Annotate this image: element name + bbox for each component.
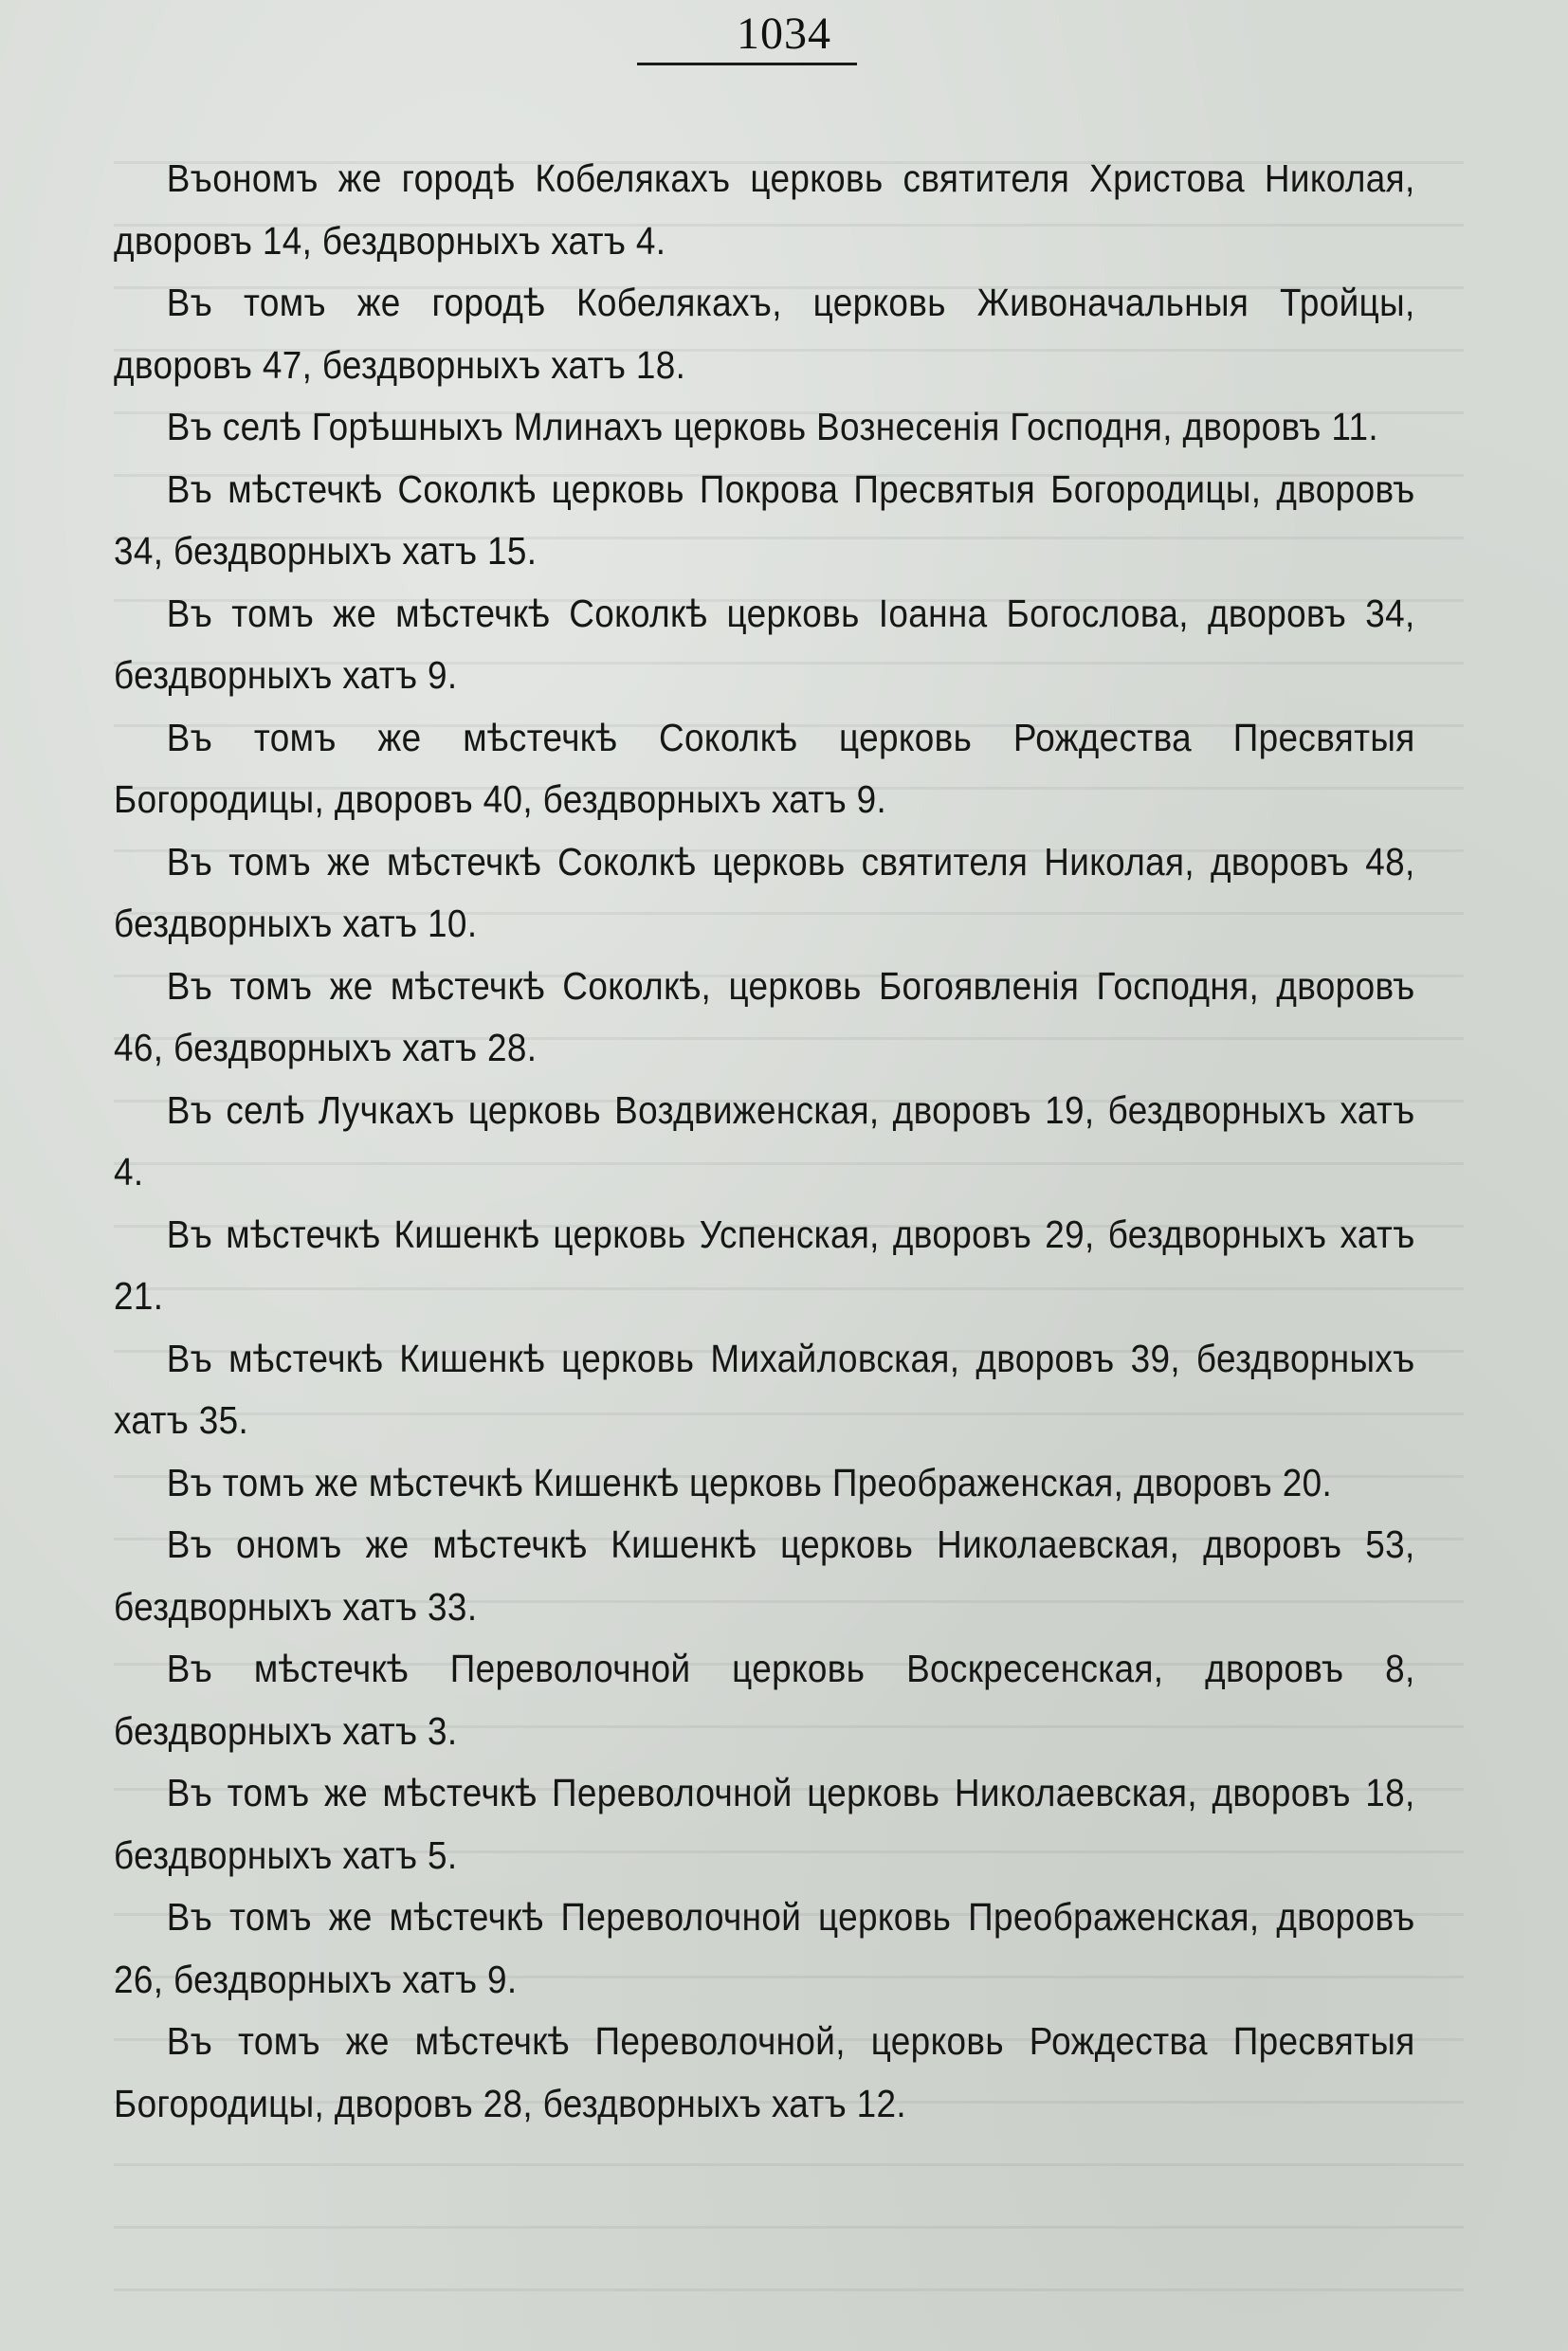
paragraph: Въ томъ же мѣстечкѣ Соколкѣ церковь Рождества Пресвятыя Богородицы, дворовъ 40, бездворныхъ хатъ 9. [114, 715, 1415, 821]
paragraph: Въ мѣстечкѣ Кишенкѣ церковь Михайловская, дворовъ 39, бездворныхъ хатъ 35. [114, 1336, 1415, 1442]
paragraph: Въ селѣ Лучкахъ церковь Воздвиженская, дворовъ 19, бездворныхъ хатъ 4. [114, 1087, 1415, 1194]
paragraph: Въ мѣстечкѣ Соколкѣ церковь Покрова Пресвятыя Богородицы, дворовъ 34, бездворныхъ хатъ 15. [114, 466, 1415, 573]
paragraph: Въ селѣ Горѣшныхъ Млинахъ церковь Вознесенія Господня, дворовъ 11. [166, 405, 1378, 448]
paragraph: Въ томъ же мѣстечкѣ Переволочной, церковь Рождества Пресвятыя Богородицы, дворовъ 28, бездворныхъ хатъ 12. [114, 2019, 1415, 2125]
page-number: 1034 [737, 9, 831, 59]
paragraph: Въ мѣстечкѣ Кишенкѣ церковь Успенская, дворовъ 29, бездворныхъ хатъ 21. [114, 1212, 1415, 1318]
header-rule [637, 63, 857, 65]
paragraph: Въ томъ же мѣстечкѣ Соколкѣ церковь святителя Николая, дворовъ 48, бездворныхъ хатъ 10. [114, 839, 1415, 945]
paragraph: Въ мѣстечкѣ Переволочной церковь Воскресенская, дворовъ 8, бездворныхъ хатъ 3. [114, 1647, 1415, 1753]
paragraph: Въ томъ же мѣстечкѣ Кишенкѣ церковь Преображенская, дворовъ 20. [166, 1460, 1333, 1504]
paragraph: Въ ономъ же мѣстечкѣ Кишенкѣ церковь Николаевская, дворовъ 53, бездворныхъ хатъ 33. [114, 1522, 1415, 1629]
paragraph: Въ томъ же мѣстечкѣ Переволочной церковь Преображенская, дворовъ 26, бездворныхъ хатъ 9. [114, 1895, 1415, 2001]
paragraph: Въономъ же городѣ Кобелякахъ церковь святителя Христова Николая, дворовъ 14, бездворныхъ хатъ 4. [114, 156, 1415, 263]
paragraph: Въ томъ же мѣстечкѣ Соколкѣ церковь Іоанна Богослова, дворовъ 34, бездворныхъ хатъ 9. [114, 591, 1415, 697]
paragraph: Въ томъ же городѣ Кобелякахъ, церковь Живоначальныя Тройцы, дворовъ 47, бездворныхъ хатъ 18. [114, 281, 1415, 387]
paragraph: Въ томъ же мѣстечкѣ Переволочной церковь Николаевская, дворовъ 18, бездворныхъ хатъ 5. [114, 1771, 1415, 1877]
page-header [0, 8, 1568, 61]
paragraph: Въ томъ же мѣстечкѣ Соколкѣ, церковь Богоявленія Господня, дворовъ 46, бездворныхъ хатъ 28. [114, 963, 1415, 1069]
body-text [114, 148, 1416, 2135]
